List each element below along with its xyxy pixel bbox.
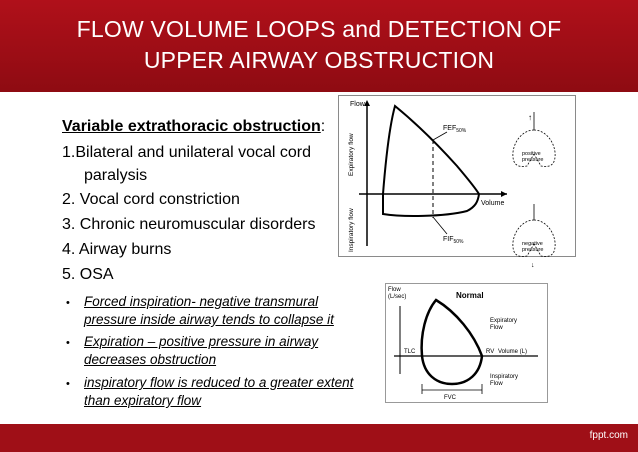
fif-label [443,236,464,245]
bullet-dot-1: • [66,297,70,309]
footer-brand: fppt.com [589,430,628,441]
slide-title-line-2: UPPER AIRWAY OBSTRUCTION [143,47,495,73]
negative-pressure-line-2: pressure [522,247,544,253]
positive-pressure-line-1: positive [522,151,541,157]
positive-pressure-line-2: pressure [522,157,544,163]
negative-pressure-line-1: negative [522,241,543,247]
heading-colon: : [320,118,326,135]
fig2-flow-label: Flow [388,287,401,293]
fif-leader [433,217,447,234]
normal-loop-svg [386,284,547,402]
fig1-expiratory-curve [383,106,479,194]
lungs-pressure-illustration [507,108,562,268]
fig1-y-arrow [364,100,370,106]
title-bar [0,0,638,92]
list-item-2: 2. Vocal cord constriction [62,191,240,208]
list-item-5: 5. OSA [62,266,114,283]
heading-text: Variable extrathoracic obstruction [62,118,321,135]
arrow-up-icon: ↑ [528,113,532,122]
footer-band [0,424,638,452]
bullet-2-line-1: Expiration – positive pressure in airway [84,334,319,349]
fig2-inspiratory-line-2: Flow [490,381,503,387]
fef-leader [433,132,447,140]
fif-label-sub: 50% [453,239,464,245]
lungs-svg [507,108,562,268]
list-item-1: 1.Bilateral and unilateral vocal cord [62,144,312,161]
list-item-4: 4. Airway burns [62,241,172,258]
fvc-label: FVC [444,395,456,401]
bullet-dot-3: • [66,378,70,390]
normal-loop-figure [385,283,548,403]
fif-label-main: FIF [443,236,454,243]
fig1-volume-label: Volume [481,200,505,207]
fef-label-sub: 50% [456,128,467,134]
bullet-1-line-2: pressure inside airway tends to collapse it [84,312,334,327]
fig1-flow-label: Flow [350,101,365,108]
list-item-1-cont: paralysis [84,167,148,184]
fig2-volume-label: Volume (L) [498,349,528,355]
fig2-expiratory-line-1: Expiratory [490,318,518,324]
bullet-3-line-2: than expiratory flow [84,393,202,408]
obstruction-heading [62,118,325,136]
fig1-inspiratory-curve [383,194,479,216]
fig1-expiratory-label: Expiratory flow [348,133,355,176]
bullet-3-line-1: inspiratory flow is reduced to a greater extent [84,375,354,390]
fig2-expiratory-line-2: Flow [490,325,503,331]
tlc-label: TLC [404,349,416,355]
fig2-inspiratory-curve [422,356,482,384]
bullet-1-line-1: Forced inspiration- negative transmural [84,294,319,309]
fig1-inspiratory-label: Inspiratory flow [348,208,355,252]
fig2-flow-unit: (L/sec) [388,294,407,300]
fig2-inspiratory-line-1: Inspiratory [490,374,519,380]
slide-title-line-1: FLOW VOLUME LOOPS and DETECTION OF [76,16,562,42]
fef-label-main: FEF [443,125,457,132]
normal-label: Normal [456,291,484,300]
bullet-dot-2: • [66,337,70,349]
list-item-3: 3. Chronic neuromuscular disorders [62,216,316,233]
arrow-down-icon: ↓ [531,262,535,268]
rv-label: RV [486,349,495,355]
fig2-expiratory-curve [422,300,482,356]
bullet-2-line-2: decreases obstruction [84,352,217,367]
